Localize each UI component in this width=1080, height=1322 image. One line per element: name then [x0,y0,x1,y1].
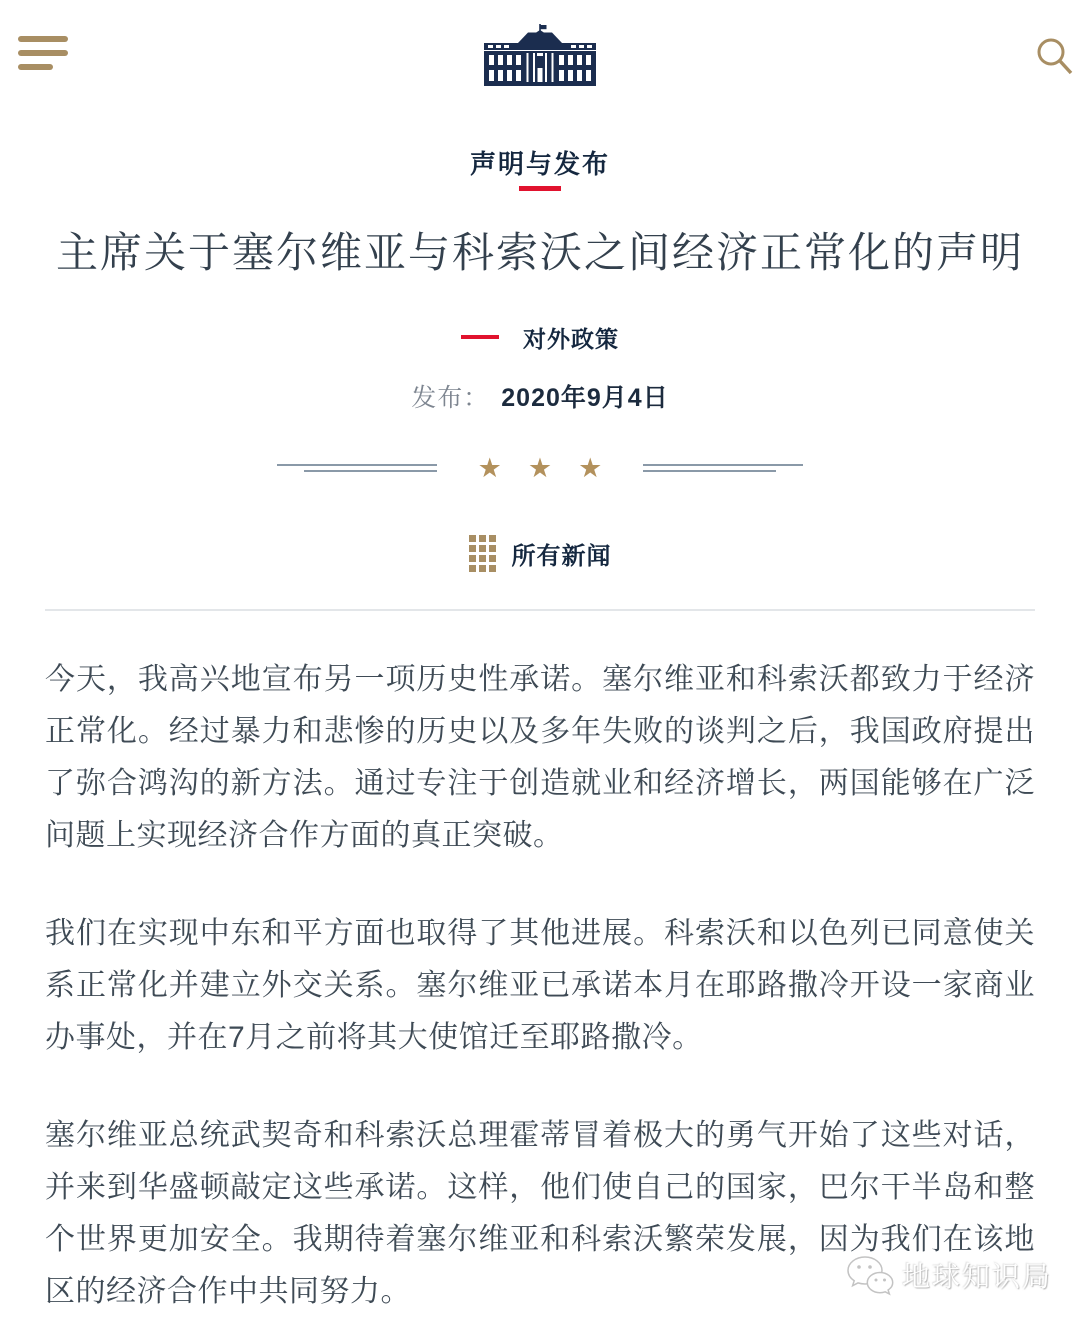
date-row [0,378,1080,412]
all-news-label: 所有新闻 [511,542,612,570]
divider-lines-left [277,463,437,473]
star-divider [0,455,1080,481]
hamburger-icon [18,36,70,70]
star-icon: ★ [578,453,603,483]
paragraph: 我们在实现中东和平方面也取得了其他进展。科索沃和以色列已同意使关系正常化并建立外交关系。塞尔维亚已承诺本月在耶路撒冷开设一家商业办事处，并在7月之前将其大使馆迁至耶路撒冷。 [45,917,1035,1054]
topic-dash [461,335,499,339]
content-divider [45,609,1035,611]
search-icon [1034,36,1076,78]
white-house-icon [478,24,602,88]
category-underline [519,186,561,191]
search-button[interactable] [1034,36,1076,78]
topic-link[interactable]: 对外政策 [523,325,619,352]
white-house-logo[interactable] [478,24,602,88]
star-icon: ★ [477,453,502,483]
grid-icon [469,535,496,572]
paragraph: 今天，我高兴地宣布另一项历史性承诺。塞尔维亚和科索沃都致力于经济正常化。经过暴力和悲惨的历史以及多年失败的谈判之后，我国政府提出了弥合鸿沟的新方法。通过专注于创造就业和经济增长，两国能够在广泛问题上实现经济合作方面的真正突破。 [45,663,1035,852]
category-row [0,144,1080,179]
menu-button[interactable] [18,36,70,70]
watermark-text: 地球知识局 [901,1261,1052,1292]
article-body [0,654,1080,1318]
topic-row [0,323,1080,351]
category-link[interactable]: 声明与发布 [469,149,610,179]
all-news-link[interactable] [0,534,1080,572]
top-bar [0,0,1080,88]
divider-lines-right [643,463,803,473]
paragraph: 塞尔维亚总统武契奇和科索沃总理霍蒂冒着极大的勇气开始了这些对话，并来到华盛顿敲定这些承诺。这样，他们使自己的国家，巴尔干半岛和整个世界更加安全。我期待着塞尔维亚和科索沃繁荣发展，因为我们在该地区的经济合作中共同努力。 [45,1119,1035,1308]
page-title: 主席关于塞尔维亚与科索沃之间经济正常化的声明 [55,231,1024,277]
star-icon: ★ [527,453,553,483]
issued-date: 2020年9月4日 [501,384,669,412]
issued-label: 发布： [411,384,490,412]
star-icons [465,455,616,481]
